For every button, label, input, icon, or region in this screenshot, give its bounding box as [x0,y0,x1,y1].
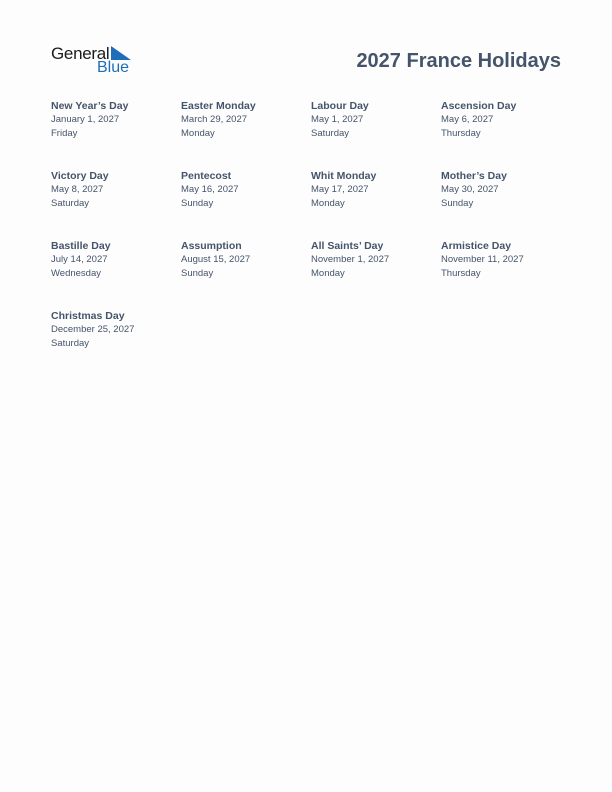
holiday-date: May 6, 2027 [441,114,494,125]
holiday-date: May 16, 2027 [181,184,239,195]
holiday-date: May 8, 2027 [51,184,104,195]
holiday-item [311,98,441,168]
holiday-name: Mother’s Day [441,170,507,182]
holiday-day: Monday [181,128,215,139]
holiday-item [311,168,441,238]
holiday-grid [51,98,571,378]
holiday-name: Bastille Day [51,240,111,252]
holiday-day: Sunday [441,198,474,209]
holiday-item [51,98,181,168]
holiday-date: August 15, 2027 [181,254,251,265]
holiday-day: Saturday [51,338,90,349]
holiday-item [441,168,571,238]
holiday-day: Thursday [441,268,481,279]
holiday-date: May 1, 2027 [311,114,364,125]
holiday-name: Pentecost [181,170,232,182]
holiday-date: November 1, 2027 [311,254,390,265]
holiday-item [441,98,571,168]
holiday-date: December 25, 2027 [51,324,135,335]
holiday-name: Armistice Day [441,240,512,252]
holiday-date: May 30, 2027 [441,184,499,195]
page-title: 2027 France Holidays [356,50,561,72]
holiday-name: Labour Day [311,100,369,112]
logo-triangle-icon [111,46,131,60]
holiday-date: November 11, 2027 [441,254,524,265]
holiday-name: New Year’s Day [51,100,129,112]
holiday-day: Wednesday [51,268,101,279]
holiday-item [311,238,441,308]
holiday-day: Sunday [181,268,214,279]
generalblue-logo [51,44,141,78]
holiday-name: Ascension Day [441,100,517,112]
holiday-name: Whit Monday [311,170,377,182]
holiday-date: July 14, 2027 [51,254,108,265]
holiday-name: Easter Monday [181,100,256,112]
holiday-day: Saturday [311,128,350,139]
holiday-date: January 1, 2027 [51,114,120,125]
holiday-day: Friday [51,128,78,139]
holiday-day: Sunday [181,198,214,209]
holiday-day: Thursday [441,128,481,139]
holiday-day: Monday [311,268,345,279]
holiday-date: May 17, 2027 [311,184,369,195]
holiday-item [441,238,571,308]
logo-blue-text: Blue [97,59,130,76]
holiday-item [51,238,181,308]
logo-general-text: General [51,44,110,63]
holiday-date: March 29, 2027 [181,114,248,125]
holiday-item [181,98,311,168]
holiday-item [181,168,311,238]
holiday-name: Christmas Day [51,310,125,322]
holiday-day: Monday [311,198,345,209]
holiday-item [51,308,181,378]
holiday-name: Victory Day [51,170,109,182]
holiday-day: Saturday [51,198,90,209]
holiday-item [51,168,181,238]
holiday-name: Assumption [181,240,242,252]
holiday-item [181,238,311,308]
holiday-name: All Saints’ Day [311,240,384,252]
